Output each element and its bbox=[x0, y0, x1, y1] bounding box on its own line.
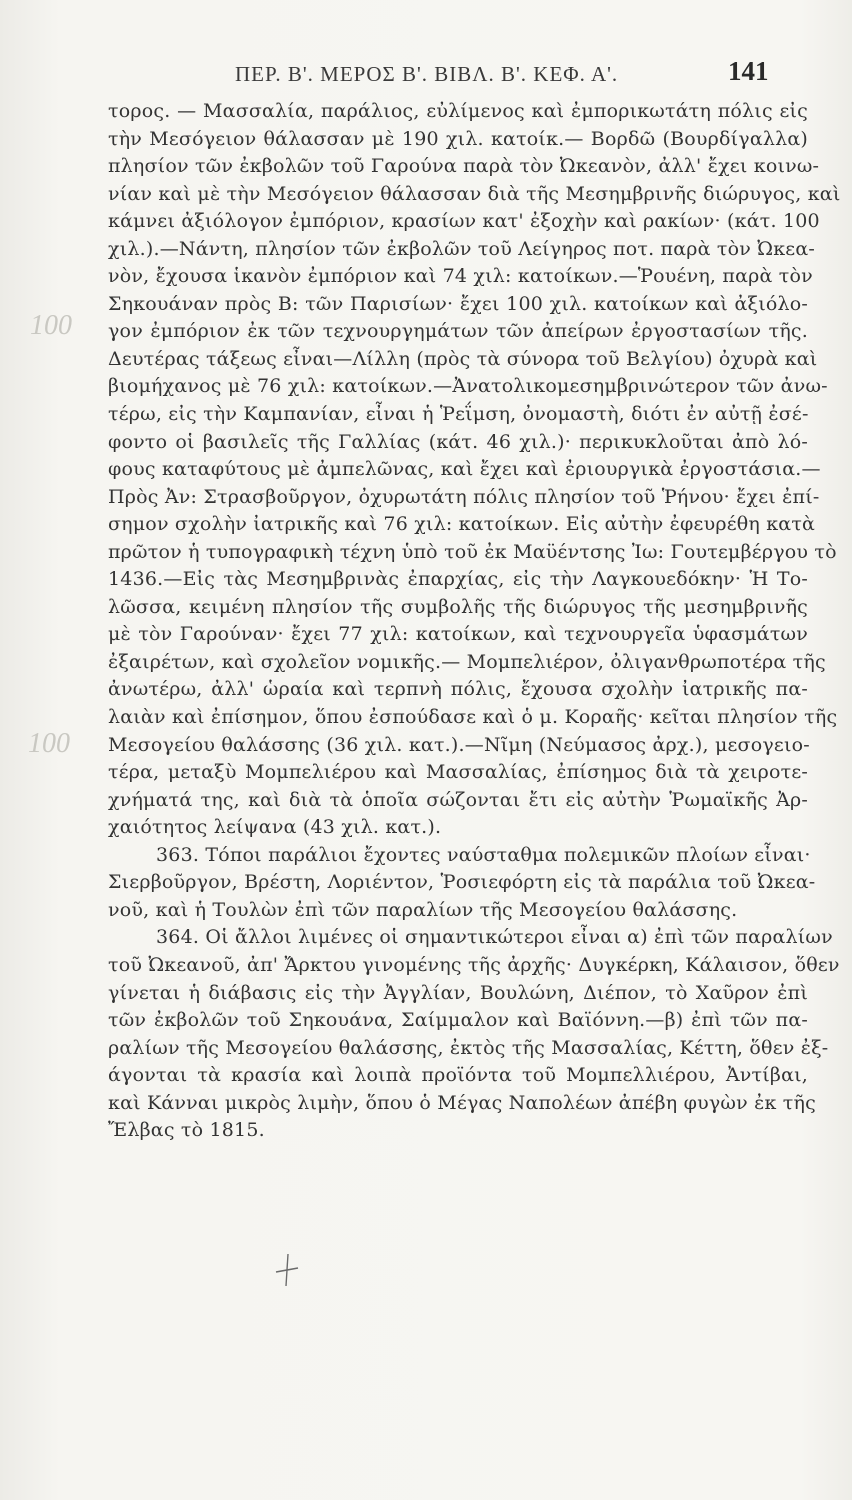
text-line: ραλίων τῆς Μεσογείου θαλάσσης, ἐκτὸς τῆς Μασσαλίας, Κέττη, ὅθεν ἐξ- bbox=[108, 1036, 829, 1059]
margin-annotation: 100 bbox=[30, 310, 72, 341]
text-line: γίνεται ἡ διάβασις εἰς τὴν Ἀγγλίαν, Βουλώνη, Διέπον, τὸ Χαῦρον ἐπὶ bbox=[108, 981, 808, 1004]
text-line: Ἔλβας τὸ 1815. bbox=[108, 1119, 265, 1142]
text-line: Σηκουάναν πρὸς Β: τῶν Παρισίων· ἔχει 100 χιλ. κατοίκων καὶ ἀξιόλο- bbox=[108, 292, 808, 315]
text-line: λῶσσα, κειμένη πλησίον τῆς συμβολῆς τῆς διώρυγος τῆς μεσημβρινῆς bbox=[108, 595, 808, 618]
text-line: χνήματά της, καὶ διὰ τὰ ὁποῖα σώζονται ἔτι εἰς αὐτὴν Ῥωμαϊκῆς Ἀρ- bbox=[108, 788, 808, 811]
page-header bbox=[0, 56, 852, 96]
text-line: καὶ Κάνναι μικρὸς λιμὴν, ὅπου ὁ Μέγας Ναπολέων ἀπέβη φυγὼν ἐκ τῆς bbox=[108, 1091, 816, 1114]
text-line: χιλ.).—Νάντη, πλησίον τῶν ἐκβολῶν τοῦ Λείγηρος ποτ. παρὰ τὸν Ὠκεα- bbox=[108, 237, 815, 260]
text-line: ἐξαιρέτων, καὶ σχολεῖον νομικῆς.— Μομπελιέρον, ὀλιγανθρωποτέρα τῆς bbox=[108, 650, 826, 673]
text-line: Δευτέρας τάξεως εἶναι—Λίλλη (πρὸς τὰ σύνορα τοῦ Βελγίου) ὀχυρὰ καὶ bbox=[108, 347, 818, 370]
text-line: 1436.—Εἰς τὰς Μεσημβρινὰς ἐπαρχίας, εἰς τὴν Λαγκουεδόκην· Ἡ Το- bbox=[108, 568, 808, 591]
text-line: βιομήχανος μὲ 76 χιλ: κατοίκων.—Ἀνατολικομεσημβρινώτερον τῶν ἀνω- bbox=[108, 375, 828, 398]
text-line: τὴν Μεσόγειον θάλασσαν μὲ 190 χιλ. κατοίκ.— Βορδῶ (Βουρδίγαλλα) bbox=[108, 127, 808, 150]
text-line: τέρα, μεταξὺ Μομπελιέρου καὶ Μασσαλίας, ἐπίσημος διὰ τὰ χειροτε- bbox=[108, 761, 808, 784]
text-line: νὸν, ἔχουσα ἱκανὸν ἐμπόριον καὶ 74 χιλ: κατοίκων.—Ῥουένη, παρὰ τὸν bbox=[108, 265, 813, 288]
text-line: χαιότητος λείψανα (43 χιλ. κατ.). bbox=[108, 816, 442, 839]
text-line: ἀνωτέρω, ἀλλ' ὡραία καὶ τερπνὴ πόλις, ἔχουσα σχολὴν ἰατρικῆς πα- bbox=[108, 678, 808, 701]
text-line: σημον σχολὴν ἰατρικῆς καὶ 76 χιλ: κατοίκων. Εἰς αὐτὴν ἐφευρέθη κατὰ bbox=[108, 513, 816, 536]
margin-annotation: 100 bbox=[28, 728, 70, 759]
text-line: νοῦ, καὶ ἡ Τουλὼν ἐπὶ τῶν παραλίων τῆς Μεσογείου θαλάσσης. bbox=[108, 898, 738, 921]
paragraph-364-start: 364. Οἱ ἄλλοι λιμένες οἱ σημαντικώτεροι εἶναι α) ἐπὶ τῶν παραλίων bbox=[156, 926, 833, 949]
text-line: Πρὸς Ἀν: Στρασβοῦργον, ὀχυρωτάτη πόλις πλησίον τοῦ Ῥήνου· ἔχει ἐπί- bbox=[108, 485, 820, 508]
text-line: γον ἐμπόριον ἐκ τῶν τεχνουργημάτων τῶν ἀπείρων ἐργοστασίων τῆς. bbox=[108, 320, 808, 343]
text-line: πλησίον τῶν ἐκβολῶν τοῦ Γαρούνα παρὰ τὸν Ὠκεανὸν, ἀλλ' ἔχει κοινω- bbox=[108, 155, 820, 178]
text-line: φους καταφύτους μὲ ἀμπελῶνας, καὶ ἔχει καὶ ἐριουργικὰ ἐργοστάσια.— bbox=[108, 458, 821, 481]
body-text bbox=[108, 98, 841, 1145]
text-line: Μεσογείου θαλάσσης (36 χιλ. κατ.).—Νῖμη (Νεύμασος ἀρχ.), μεσογειο- bbox=[108, 733, 810, 756]
text-line: τῶν ἐκβολῶν τοῦ Σηκουάνα, Σαίμμαλον καὶ Βαϊόννη.—β) ἐπὶ τῶν πα- bbox=[108, 1009, 808, 1032]
text-line: άγονται τὰ κρασία καὶ λοιπὰ προϊόντα τοῦ Μομπελλιέρου, Ἀντίβαι, bbox=[108, 1064, 808, 1087]
text-line: τορος. — Μασσαλία, παράλιος, εὐλίμενος καὶ ἐμπορικωτάτη πόλις εἰς bbox=[108, 100, 808, 122]
text-line: τοῦ Ὠκεανοῦ, ἀπ' Ἄρκτου γινομένης τῆς ἀρχῆς· Δυγκέρκη, Κάλαισον, ὅθεν bbox=[108, 953, 840, 976]
text-line: λαιὰν καὶ ἐπίσημον, ὅπου ἐσπούδασε καὶ ὁ μ. Κοραῆς· κεῖται πλησίον τῆς bbox=[108, 706, 838, 729]
text-line: πρῶτον ἡ τυπογραφικὴ τέχνη ὑπὸ τοῦ ἐκ Μαϋέντσης Ἰω: Γουτεμβέργου τὸ bbox=[108, 540, 837, 563]
text-line: νίαν καὶ μὲ τὴν Μεσόγειον θάλασσαν διὰ τῆς Μεσημβρινῆς διώρυγος, καὶ bbox=[108, 182, 841, 205]
pencil-cross-mark bbox=[272, 1250, 302, 1290]
page-number: 141 bbox=[728, 56, 769, 86]
paragraph-363-start: 363. Τόποι παράλιοι ἔχοντες ναύσταθμα πολεμικῶν πλοίων εἶναι· bbox=[156, 843, 811, 866]
running-head: ΠΕΡ. Β'. ΜΕΡΟΣ Β'. ΒΙΒΛ. Β'. ΚΕΦ. Α'. bbox=[235, 62, 619, 86]
text-line: φοντο οἱ βασιλεῖς τῆς Γαλλίας (κάτ. 46 χιλ.)· περικυκλοῦται ἀπὸ λό- bbox=[108, 430, 808, 453]
text-line: τέρω, εἰς τὴν Καμπανίαν, εἶναι ἡ Ῥεΐμση, ὀνομαστὴ, διότι ἐν αὐτῇ ἐσέ- bbox=[108, 403, 809, 426]
text-line: κάμνει ἀξιόλογον ἐμπόριον, κρασίων κατ' ἐξοχὴν καὶ ρακίων· (κάτ. 100 bbox=[108, 210, 820, 233]
text-line: μὲ τὸν Γαρούναν· ἔχει 77 χιλ: κατοίκων, καὶ τεχνουργεῖα ὑφασμάτων bbox=[108, 623, 808, 646]
text-line: Σιερβοῦργον, Βρέστη, Λοριέντον, Ῥοσιεφόρτη εἰς τὰ παράλια τοῦ Ὠκεα- bbox=[108, 871, 816, 894]
